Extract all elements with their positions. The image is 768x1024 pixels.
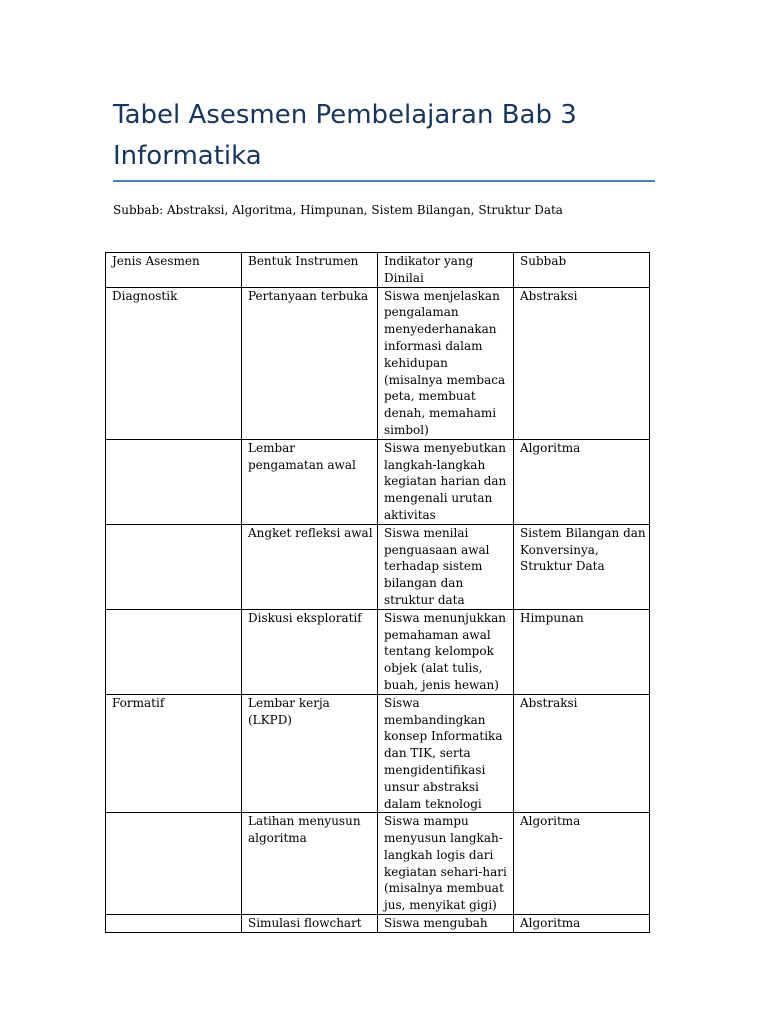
table-cell: Siswa membandingkan konsep Informatika dan TIK, serta mengidentifikasi unsur abstraksi dalam teknologi [378,694,514,813]
table-cell: Formatif [106,694,242,813]
table-cell: Diagnostik [106,287,242,439]
table-cell: Lembar kerja (LKPD) [242,694,378,813]
table-cell: Siswa menyebutkan langkah-langkah kegiatan harian dan mengenali urutan aktivitas [378,439,514,524]
table-cell: Siswa menjelaskan pengalaman menyederhanakan informasi dalam kehidupan (misalnya membaca peta, membuat denah, memahami simbol) [378,287,514,439]
table-cell: Diskusi eksploratif [242,609,378,694]
assessment-table [105,252,650,933]
table-row [106,694,650,813]
table-cell: Algoritma [514,915,650,933]
table-cell: Siswa menilai penguasaan awal terhadap sistem bilangan dan struktur data [378,524,514,609]
table-cell: Algoritma [514,439,650,524]
header-jenis-asesmen: Jenis Asesmen [106,253,242,288]
title-underline [113,180,655,182]
table-cell: Pertanyaan terbuka [242,287,378,439]
table-cell: Himpunan [514,609,650,694]
table-cell: Algoritma [514,813,650,915]
table-cell [106,813,242,915]
header-subbab: Subbab [514,253,650,288]
table-row [106,609,650,694]
table-cell [106,524,242,609]
page-title: Tabel Asesmen Pembelajaran Bab 3 Informatika [113,100,577,171]
table-cell: Siswa mengubah [378,915,514,933]
table-cell: Siswa menunjukkan pemahaman awal tentang kelompok objek (alat tulis, buah, jenis hewan) [378,609,514,694]
table-cell: Siswa mampu menyusun langkah-langkah logis dari kegiatan sehari-hari (misalnya membuat jus, menyikat gigi) [378,813,514,915]
table-row [106,439,650,524]
table-header-row [106,253,650,288]
table-row [106,915,650,933]
table-cell [106,439,242,524]
table-cell: Sistem Bilangan dan Konversinya, Struktur Data [514,524,650,609]
table-cell: Angket refleksi awal [242,524,378,609]
header-bentuk-instrumen: Bentuk Instrumen [242,253,378,288]
table-row [106,524,650,609]
table-row [106,813,650,915]
table-cell: Abstraksi [514,287,650,439]
table-cell [106,915,242,933]
subtitle: Subbab: Abstraksi, Algoritma, Himpunan, Sistem Bilangan, Struktur Data [113,203,563,217]
table-cell: Abstraksi [514,694,650,813]
table-cell [106,609,242,694]
table-cell: Lembar pengamatan awal [242,439,378,524]
table-cell: Simulasi flowchart [242,915,378,933]
table-cell: Latihan menyusun algoritma [242,813,378,915]
table-row [106,287,650,439]
header-indikator: Indikator yang Dinilai [378,253,514,288]
